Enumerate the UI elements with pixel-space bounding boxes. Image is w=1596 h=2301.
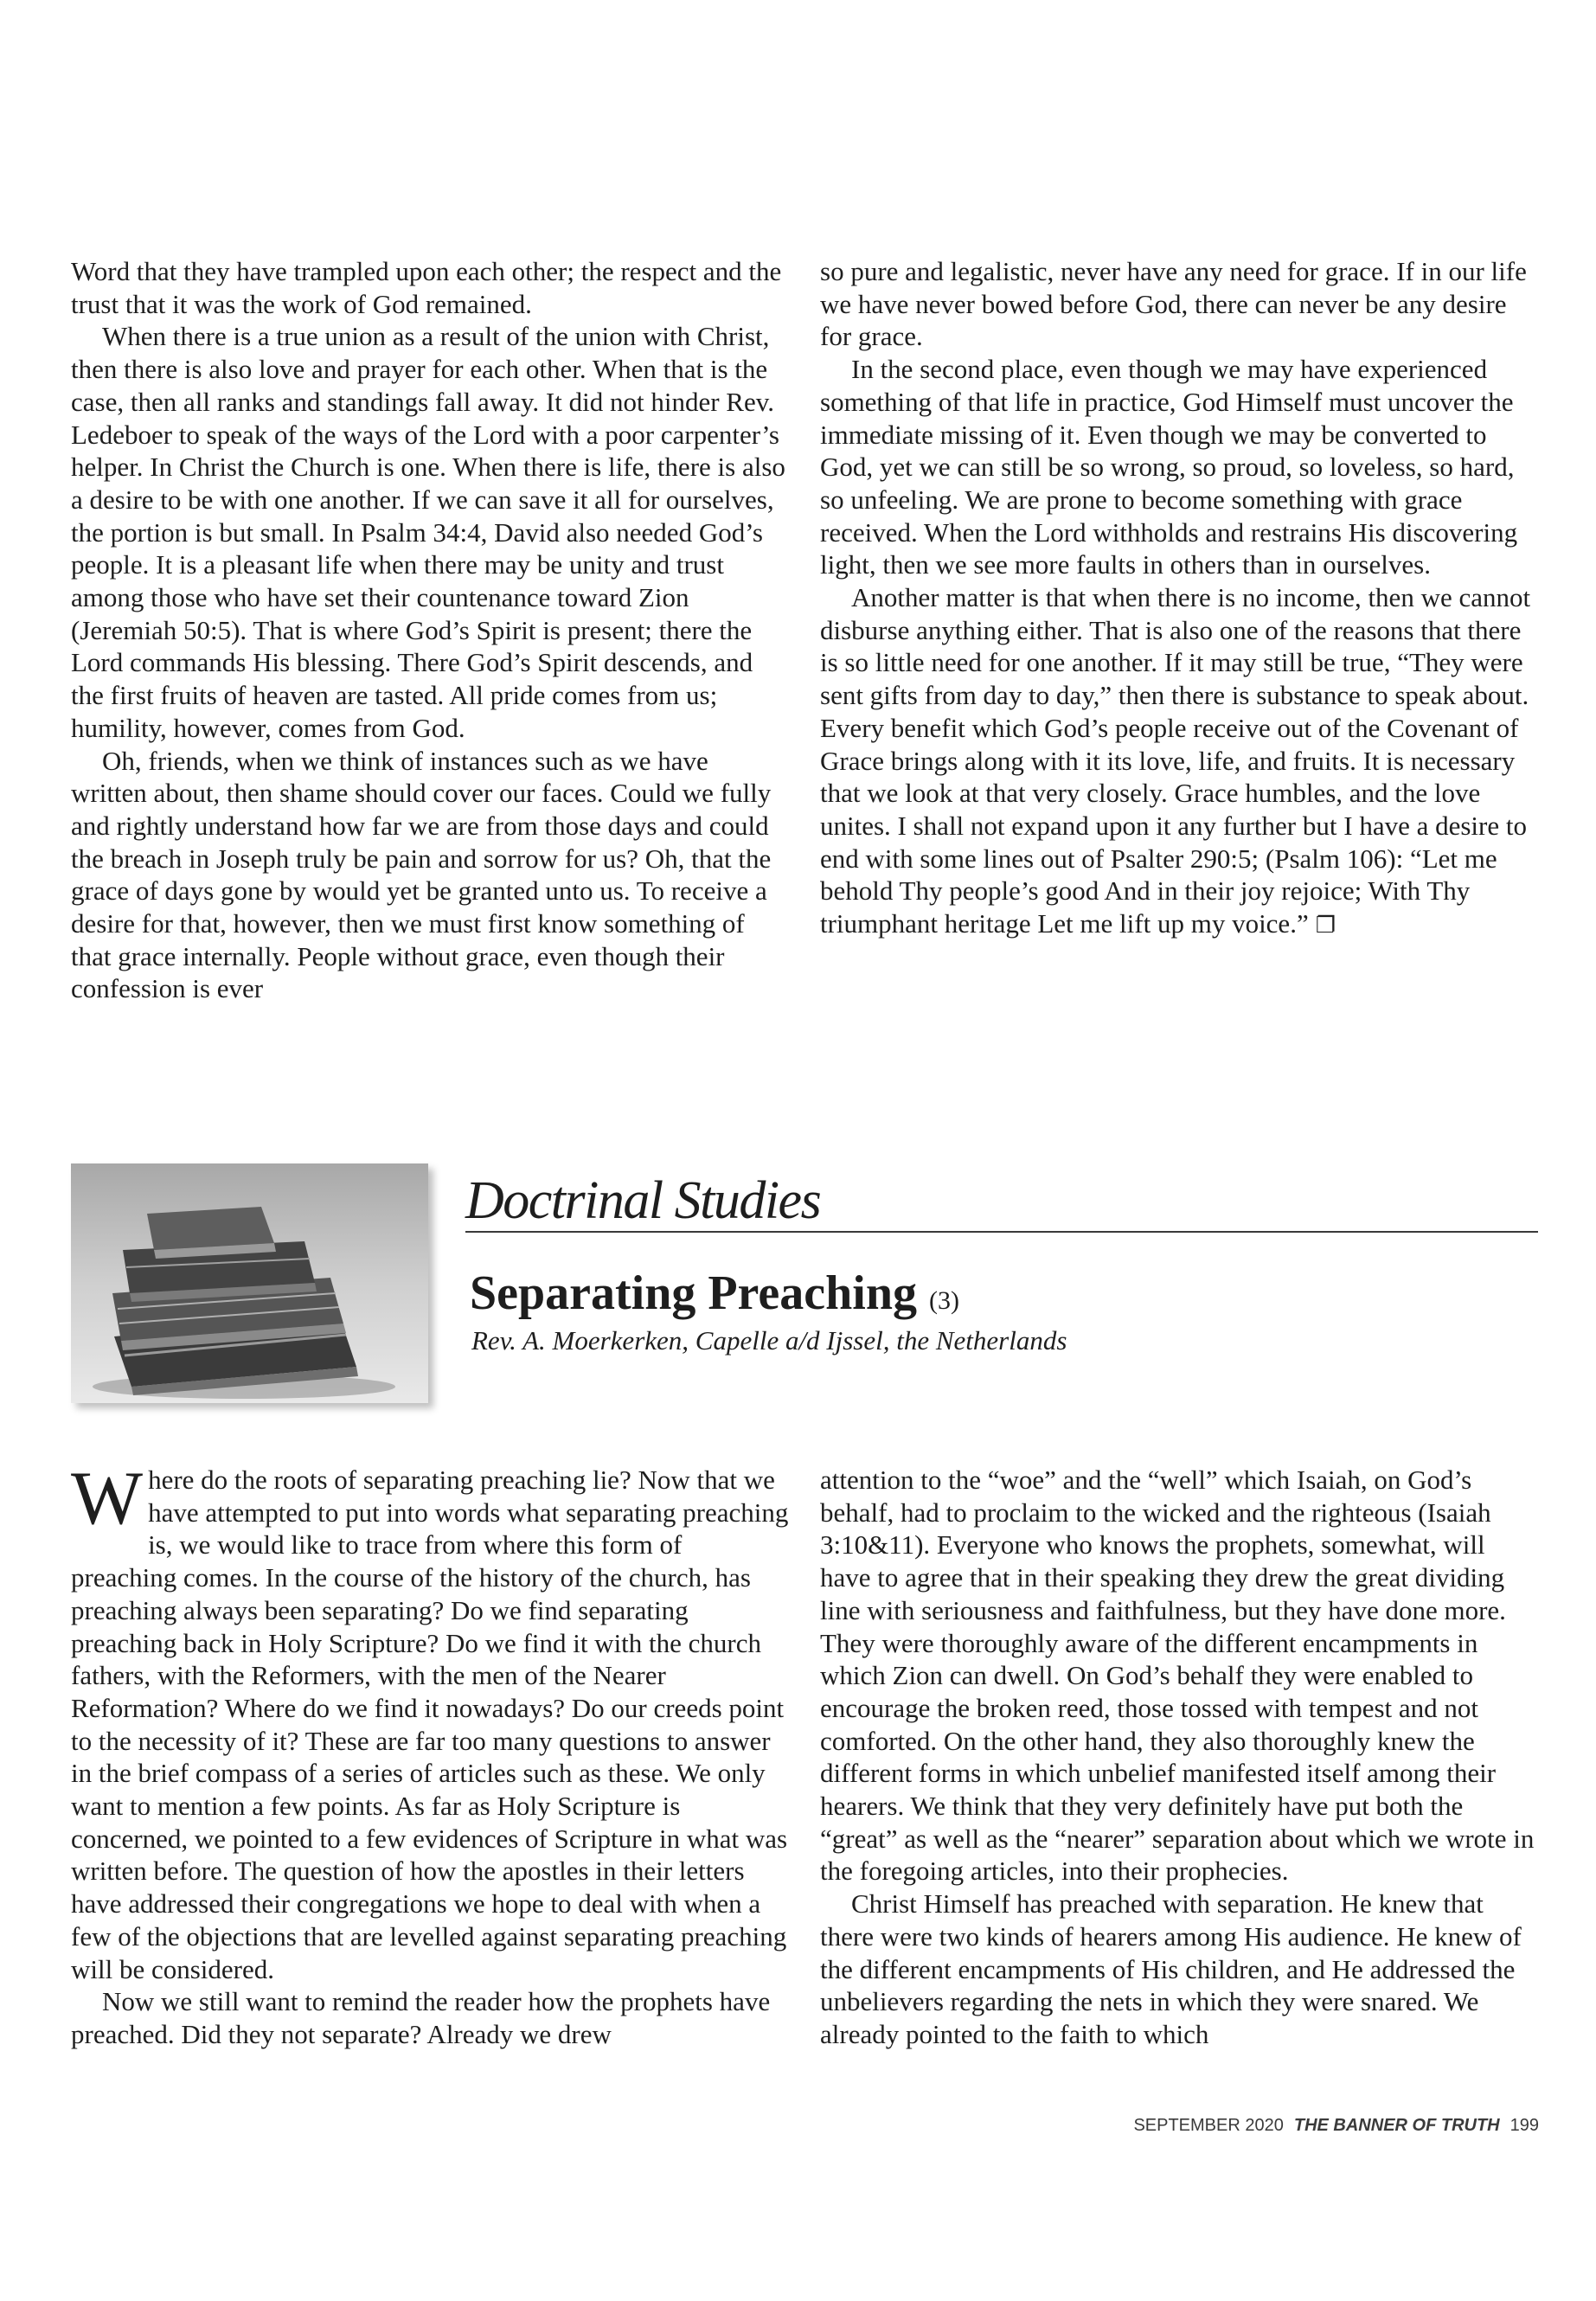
article-part-number: (3) [928, 1286, 959, 1315]
paragraph-text: Another matter is that when there is no income, then we cannot disburse anything either. That is also one of the reasons that there is so little need for one another. If it may still be true, “They were sent gifts from day to day,” then there is substance to speak about. Every benefit which God’s people receive out of the Covenant of Grace brings along with it its love, life, and fruits. It is necessary that we look at that very closely. Grace humbles, and the love unites. I shall not expand upon it any further but I have a desire to end with some lines out of Psalter 290:5; (Psalm 106): “Let me behold Thy people’s good And in their joy rejoice; With Thy triumphant heritage Let me lift up my voice.” [820, 582, 1531, 939]
continued-text-left-column [71, 255, 789, 1005]
page-number: 199 [1509, 2116, 1539, 2135]
paragraph: Word that they have trampled upon each other; the respect and the trust that it was the work of God remained. [71, 256, 782, 319]
section-title: Doctrinal Studies [465, 1171, 821, 1230]
paragraph: When there is a true union as a result of the union with Christ, then there is also love and prayer for each other. When that is the case, then all ranks and standings fall away. It did not hinder Rev. Ledeboer to speak of the ways of the Lord with a poor carpenter’s helper. In Christ the Church is one. When there is life, there is also a desire to be with one another. If we can save it all for ourselves, the portion is but small. In Psalm 34:4, David also needed God’s people. It is a pleasant life when there may be unity and trust among those who have set their countenance toward Zion (Jeremiah 50:5). That is where God’s Spirit is present; there the Lord commands His blessing. There God’s Spirit descends, and the first fruits of heaven are tasted. All pride comes from us; humility, however, comes from God. [71, 321, 785, 743]
article-text-right-column [820, 1464, 1538, 2051]
issue-date: SEPTEMBER 2020 [1133, 2116, 1284, 2135]
article-text-left-column [71, 1457, 789, 2051]
paragraph: Now we still want to remind the reader how the prophets have preached. Did they not separate? Already we drew [71, 1986, 771, 2049]
paragraph-with-end-mark [820, 581, 1538, 943]
drop-cap: W [71, 1457, 144, 1541]
paragraph-text: here do the roots of separating preaching lie? Now that we have attempted to put into words what separating preaching is, we would like to trace from where this form of preaching comes. In the course of the history of the church, has preaching always been separating? Do we find separating preaching back in Holy Scripture? Do we find it with the church fathers, with the Reformers, with the men of the Nearer Reformation? Where do we find it nowadays? Do our creeds point to the necessity of it? These are far too many questions to answer in the brief compass of a series of articles such as these. We only want to mention a few points. As far as Holy Scripture is concerned, we pointed to a few evidences of Scripture in what was written before. The question of how the apostles in their letters have addressed their congregations we hope to deal with when a few of the objections that are levelled against separating preaching will be considered. [71, 1465, 789, 1984]
paragraph: attention to the “woe” and the “well” which Isaiah, on God’s behalf, had to proclaim to the wicked and the righteous (Isaiah 3:10&11). Everyone who knows the prophets, somewhat, will have to agree that in their speaking they drew the great dividing line with seriousness and faithfulness, but they have done more. They were thoroughly aware of the different encampments in which Zion can dwell. On God’s behalf they were enabled to encourage the broken reed, those tossed with tempest and not comforted. On the other hand, they also thoroughly knew the different forms in which unbelief manifested itself among their hearers. We think that they very definitely have put both the “great” as well as the “nearer” separation about which we wrote in the foregoing articles, into their prophecies. [820, 1465, 1535, 1887]
article-author: Rev. A. Moerkerken, Capelle a/d Ijssel, the Netherlands [471, 1325, 1067, 1356]
article-title [470, 1263, 959, 1331]
opening-paragraph [71, 1457, 789, 1985]
page-footer [1133, 2113, 1539, 2138]
books-illustration [71, 1163, 428, 1403]
stacked-old-books-photo [71, 1163, 428, 1403]
section-divider [465, 1231, 1538, 1233]
article-title-text: Separating Preaching [470, 1266, 917, 1320]
paragraph: Oh, friends, when we think of instances such as we have written about, then shame should cover our faces. Could we fully and rightly understand how far we are from those days and could the breach in Joseph truly be pain and sorrow for us? Oh, that the grace of days gone by would yet be granted unto us. To receive a desire for that, however, then we must first know something of that grace internally. People without grace, even though their confession is ever [71, 745, 772, 1004]
publication-name: THE BANNER OF TRUTH [1293, 2116, 1500, 2135]
continued-text-right-column [820, 255, 1538, 943]
paragraph: so pure and legalistic, never have any need for grace. If in our life we have never bowed before God, there can never be any desire for grace. [820, 256, 1527, 352]
end-of-article-icon: ❐ [1315, 913, 1336, 939]
paragraph: In the second place, even though we may have experienced something of that life in practice, God Himself must uncover the immediate missing of it. Even though we may be converted to God, yet we can still be so wrong, so proud, so loveless, so hard, so unfeeling. We are prone to become something with grace received. When the Lord withholds and restrains His discovering light, then we see more faults in others than in ourselves. [820, 354, 1518, 580]
paragraph: Christ Himself has preached with separation. He knew that there were two kinds of hearers among His audience. He knew of the different encampments of His children, and He addressed the unbelievers regarding the nets in which they were snared. We already pointed to the faith to which [820, 1888, 1522, 2049]
